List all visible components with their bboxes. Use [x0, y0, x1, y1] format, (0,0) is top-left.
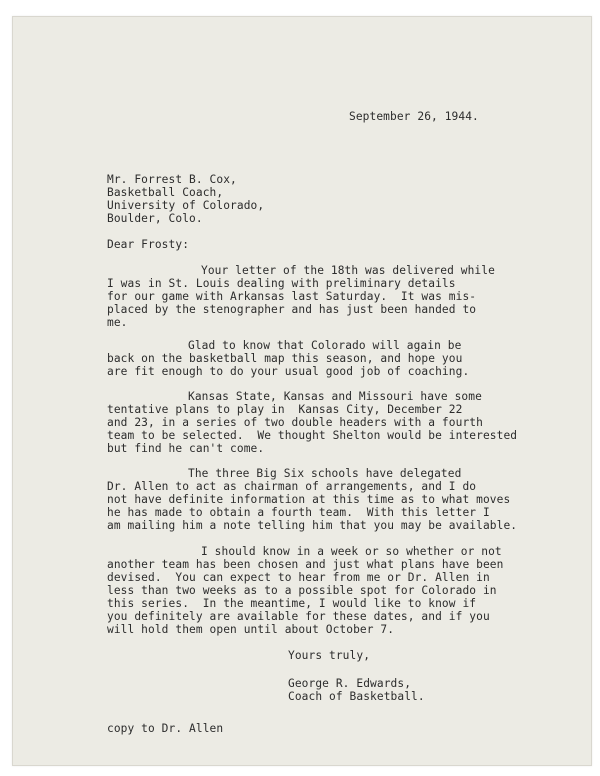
signature-line: Coach of Basketball. [288, 690, 425, 703]
body-line: but find he can't come. [107, 442, 265, 455]
body-line: The three Big Six schools have delegated [188, 467, 462, 480]
salutation: Dear Frosty: [107, 238, 190, 251]
closing: Yours truly, [288, 649, 371, 662]
body-line: this series. In the meantime, I would like to know if [107, 597, 477, 610]
body-line: Glad to know that Colorado will again be [188, 339, 462, 352]
body-line: Dr. Allen to act as chairman of arrangements, and I do [107, 480, 477, 493]
body-line: not have definite information at this time as to what moves [107, 493, 511, 506]
body-line: are fit enough to do your usual good job of coaching. [107, 365, 470, 378]
body-line: another team has been chosen and just what plans have been [107, 558, 504, 571]
body-line: I was in St. Louis dealing with preliminary details [107, 277, 456, 290]
body-line: back on the basketball map this season, and hope you [107, 352, 463, 365]
body-line: and 23, in a series of two double headers with a fourth [107, 416, 483, 429]
body-line: less than two weeks as to a possible spot for Colorado in [107, 584, 497, 597]
body-line: tentative plans to play in Kansas City, December 22 [107, 403, 463, 416]
recipient-line: Mr. Forrest B. Cox, [107, 173, 237, 186]
letter-date: September 26, 1944. [349, 110, 479, 123]
body-line: am mailing him a note telling him that you may be available. [107, 519, 518, 532]
body-line: Your letter of the 18th was delivered while [201, 264, 495, 277]
body-line: he has made to obtain a fourth team. With this letter I [107, 506, 490, 519]
body-line: devised. You can expect to hear from me or Dr. Allen in [107, 571, 490, 584]
recipient-line: Basketball Coach, [107, 186, 224, 199]
body-line: me. [107, 316, 128, 329]
body-line: placed by the stenographer and has just been handed to [107, 303, 477, 316]
copy-notation: copy to Dr. Allen [107, 722, 224, 735]
body-line: will hold them open until about October 7. [107, 623, 395, 636]
body-line: team to be selected. We thought Shelton would be interested [107, 429, 518, 442]
body-line: you definitely are available for these dates, and if you [107, 610, 490, 623]
body-line: Kansas State, Kansas and Missouri have some [188, 390, 482, 403]
recipient-line: Boulder, Colo. [107, 212, 203, 225]
signature-line: George R. Edwards, [288, 677, 412, 690]
recipient-line: University of Colorado, [107, 199, 265, 212]
body-line: I should know in a week or so whether or not [201, 545, 502, 558]
body-line: for our game with Arkansas last Saturday. It was mis- [107, 290, 477, 303]
